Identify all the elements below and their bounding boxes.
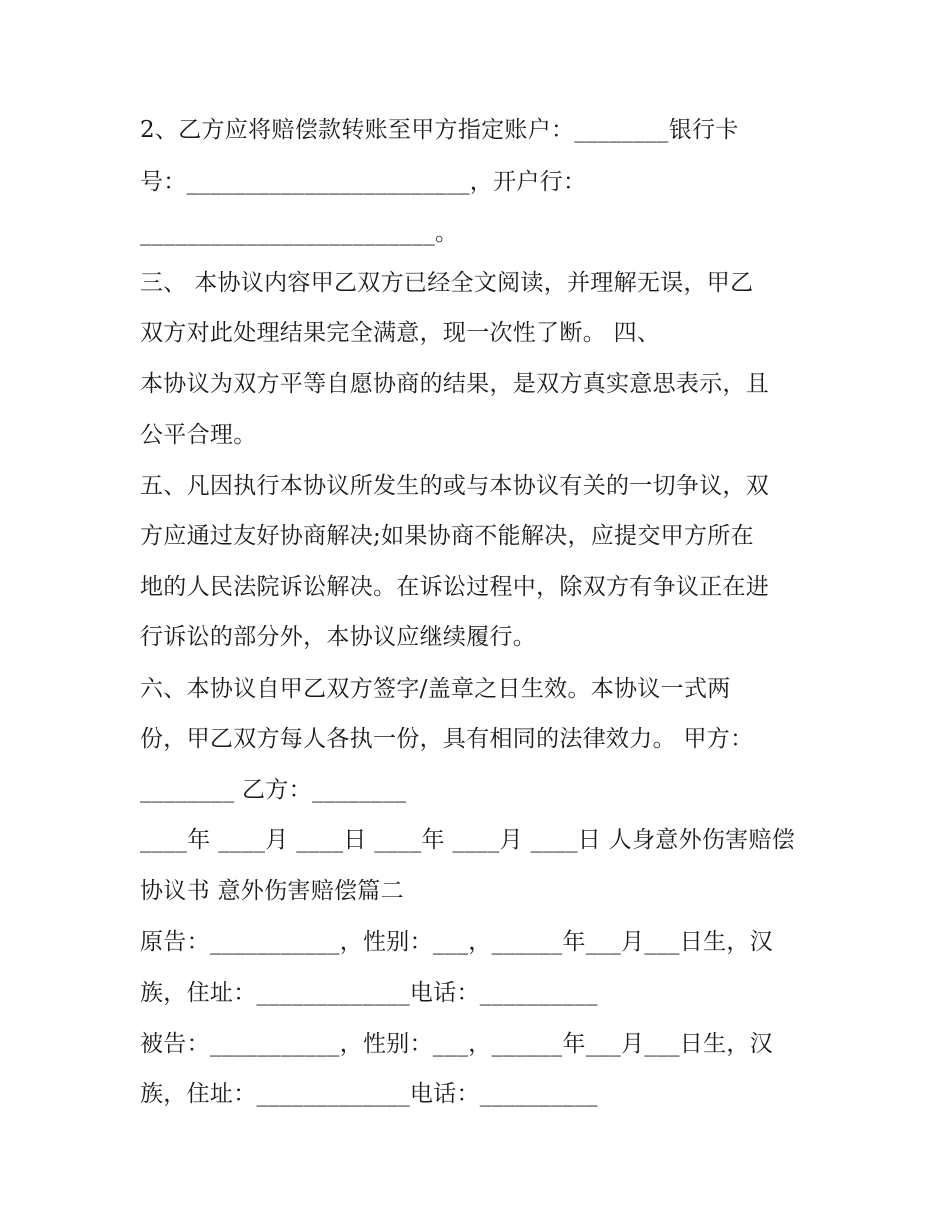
text-line: 份，甲乙双方每人各执一份，具有相同的法律效力。 甲方： xyxy=(140,726,754,752)
text-line: 五、凡因执行本协议所发生的或与本协议有关的一切争议，双 xyxy=(140,473,770,499)
text-line: ________ 乙方：________ xyxy=(140,777,407,803)
text-line: 双方对此处理结果完全满意，现一次性了断。 四、 xyxy=(140,320,661,346)
text-line: 地的人民法院诉讼解决。在诉讼过程中，除双方有争议正在进 xyxy=(140,574,770,600)
text-line: 族，住址：_____________电话：__________ xyxy=(140,980,598,1006)
text-line: ____年 ____月 ____日 ____年 ____月 ____日 人身意外伤害赔偿 xyxy=(140,827,796,853)
text-line: 协议书 意外伤害赔偿篇二 xyxy=(140,878,404,904)
text-line: 原告：___________，性别：___，______年___月___日生，汉 xyxy=(140,929,773,955)
text-line: _________________________。 xyxy=(140,220,459,246)
text-line: 三、 本协议内容甲乙双方已经全文阅读，并理解无误，甲乙 xyxy=(140,270,754,296)
text-line: 2、乙方应将赔偿款转账至甲方指定账户：________银行卡 xyxy=(140,117,739,143)
text-line: 行诉讼的部分外，本协议应继续履行。 xyxy=(140,624,537,650)
text-line: 本协议为双方平等自愿协商的结果，是双方真实意思表示，且 xyxy=(140,371,770,397)
text-line: 号：________________________，开户行： xyxy=(140,169,587,195)
text-line: 族，住址：_____________电话：__________ xyxy=(140,1081,598,1107)
text-line: 六、本协议自甲乙双方签字/盖章之日生效。本协议一式两 xyxy=(140,676,731,702)
text-line: 被告：___________，性别：___，______年___月___日生，汉 xyxy=(140,1031,773,1057)
text-line: 公平合理。 xyxy=(140,422,257,448)
text-line: 方应通过友好协商解决;如果协商不能解决，应提交甲方所在 xyxy=(140,523,754,549)
